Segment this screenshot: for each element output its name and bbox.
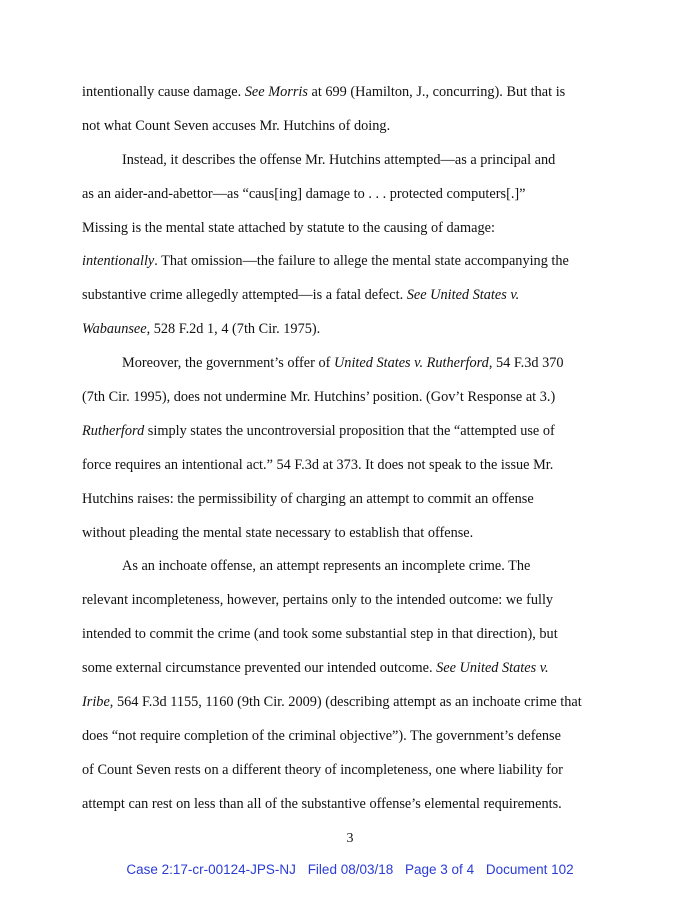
text-segment: , 54 F.3d 370: [488, 355, 564, 372]
text-segment: Hutchins raises: the permissibility of charging an attempt to commit an offense: [82, 490, 534, 507]
text-line: [82, 449, 622, 483]
text-line: [82, 347, 622, 381]
text-segment: some external circumstance prevented our intended outcome.: [82, 660, 437, 677]
italic-citation: United States v. Rutherford: [333, 355, 489, 372]
text-segment: at 699 (Hamilton, J., concurring). But that is: [307, 84, 566, 100]
text-segment: , 564 F.3d 1155, 1160 (9th Cir. 2009) (describing attempt as an inchoate crime that: [109, 694, 582, 711]
italic-citation: See United States v.: [436, 660, 549, 677]
text-line: [82, 788, 622, 822]
text-segment: simply states the uncontroversial proposition that the “attempted use of: [144, 422, 555, 439]
paragraph: [82, 550, 622, 821]
italic-citation: Rutherford: [82, 422, 145, 439]
text-segment: force requires an intentional act.” 54 F.3d at 373. It does not speak to the issue Mr.: [82, 456, 554, 473]
text-line: [82, 754, 622, 788]
text-segment: not what Count Seven accuses Mr. Hutchins of doing.: [82, 117, 391, 134]
text-line: [82, 212, 622, 246]
text-segment: Instead, it describes the offense Mr. Hutchins attempted—as a principal and: [122, 151, 556, 168]
italic-citation: intentionally: [82, 253, 155, 270]
text-segment: (7th Cir. 1995), does not undermine Mr. Hutchins’ position. (Gov’t Response at 3.): [82, 389, 556, 406]
text-line: [82, 415, 622, 449]
text-segment: intended to commit the crime (and took some substantial step in that direction), but: [82, 626, 558, 643]
text-line: [82, 686, 622, 720]
text-segment: . That omission—the failure to allege the mental state accompanying the: [154, 253, 569, 270]
italic-citation: See United States v.: [406, 287, 520, 304]
text-segment: Missing is the mental state attached by statute to the causing of damage:: [82, 219, 495, 236]
paragraph: [82, 144, 622, 347]
text-segment: Moreover, the government’s offer of: [122, 355, 334, 372]
case-footer: [0, 862, 700, 877]
footer-page-count: Page 3 of 4: [405, 862, 475, 877]
page-number: 3: [346, 831, 354, 846]
italic-citation: Wabaunsee: [82, 321, 147, 338]
text-segment: substantive crime allegedly attempted—is a fatal defect.: [82, 287, 407, 304]
text-segment: As an inchoate offense, an attempt represents an incomplete crime. The: [122, 558, 531, 575]
footer-case-number: Case 2:17-cr-00124-JPS-NJ: [126, 862, 296, 877]
text-line: [82, 483, 622, 517]
text-line: [82, 517, 622, 551]
paragraph: [82, 76, 622, 144]
footer-document-number: Document 102: [485, 862, 574, 877]
italic-citation: See Morris: [244, 84, 308, 100]
text-line: [82, 584, 622, 618]
text-segment: of Count Seven rests on a different theory of incompleteness, one where liability for: [82, 761, 563, 778]
text-segment: without pleading the mental state necessary to establish that offense.: [82, 524, 474, 541]
text-line: [82, 618, 622, 652]
text-line: [82, 144, 622, 178]
text-line: [82, 110, 622, 144]
paragraph: [82, 347, 622, 550]
text-line: [82, 245, 622, 279]
footer-filed-date: Filed 08/03/18: [307, 862, 394, 877]
text-line: [82, 550, 622, 584]
text-segment: attempt can rest on less than all of the substantive offense’s elemental requirements.: [82, 795, 562, 812]
text-segment: does “not require completion of the criminal objective”). The government’s defense: [82, 727, 561, 744]
text-segment: , 528 F.2d 1, 4 (7th Cir. 1975).: [146, 321, 321, 338]
text-line: [82, 76, 622, 110]
text-line: [82, 381, 622, 415]
text-segment: relevant incompleteness, however, pertains only to the intended outcome: we fully: [82, 592, 554, 609]
text-segment: as an aider-and-abettor—as “caus[ing] damage to . . . protected computers[.]”: [82, 185, 526, 202]
text-line: [82, 313, 622, 347]
text-line: [82, 652, 622, 686]
text-line: [82, 279, 622, 313]
text-line: [82, 178, 622, 212]
text-segment: intentionally cause damage.: [82, 84, 245, 100]
document-body: [82, 76, 622, 822]
text-line: [82, 720, 622, 754]
italic-citation: Iribe: [82, 694, 110, 711]
